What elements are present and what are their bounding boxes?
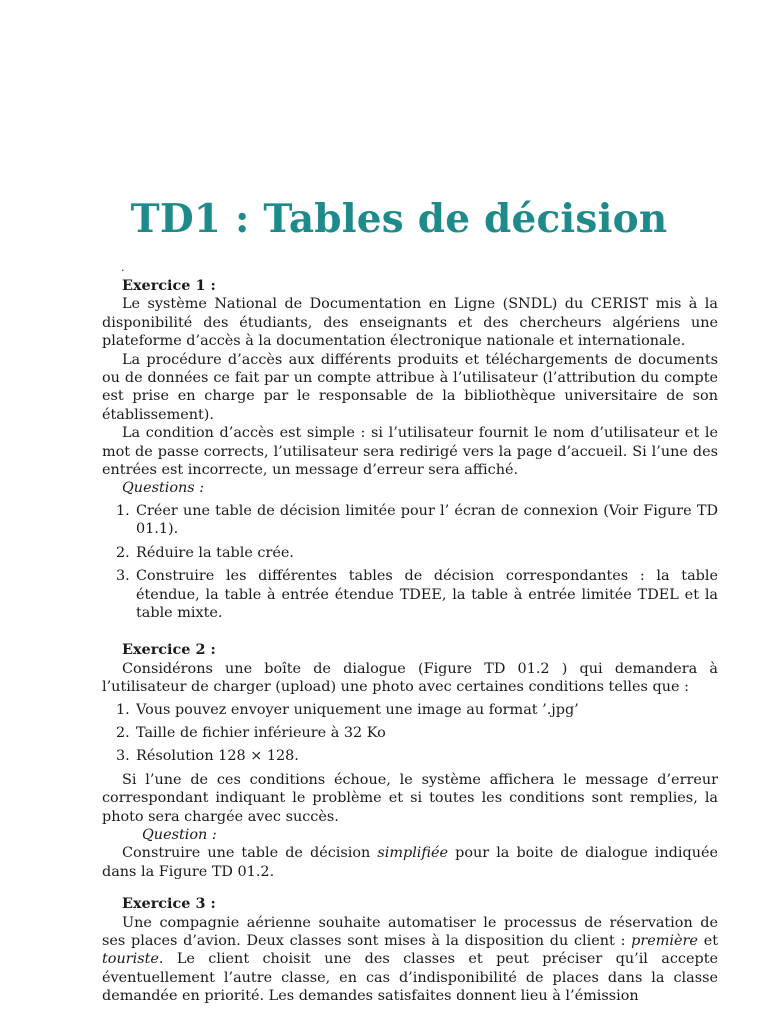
list-item [102, 502, 718, 539]
list-item [102, 701, 718, 719]
list-item-number: 3. [116, 568, 130, 585]
list-item [102, 567, 718, 622]
exercise-3-text-c: . Le client choisit une des classes et peut préciser qu’il accepte éventuellement l’autre classe, en cas d’indisponibilité de places dans la classe demandée en priorité. Les demandes satisfaites donnent lieu à l’émission [102, 951, 718, 1005]
exercise-1-paragraph-1: Le système National de Documentation en Ligne (SNDL) du CERIST mis à la disponibilité des étudiants, des enseignants et des chercheurs algériens une plateforme d’accès à la documentation électronique nationale et internationale. [102, 296, 718, 350]
stray-dot: . [121, 261, 125, 274]
exercise-1-heading: Exercice 1 : [122, 277, 216, 294]
list-item-number: 1. [116, 502, 130, 519]
list-item-text: Réduire la table crée. [136, 544, 294, 561]
exercise-1-question-list [102, 502, 718, 622]
exercise-2-question-text [102, 844, 718, 881]
question-emphasis: simplifiée [377, 845, 449, 862]
list-item-text: Construire les différentes tables de décision correspondantes : la table étendue, la table à entrée étendue TDEE, la table à entrée limitée TDEL et la table mixte. [136, 568, 718, 621]
exercise-2-heading: Exercice 2 : [122, 641, 216, 659]
class-touriste: touriste [102, 951, 159, 968]
class-premiere: première [631, 933, 698, 949]
list-item-text: Taille de fichier inférieure à 32 Ko [136, 724, 386, 741]
list-item [102, 544, 718, 562]
document-body [102, 277, 718, 1006]
list-item-text: Vous pouvez envoyer uniquement une image au format ’.jpg’ [136, 701, 579, 718]
list-item-text: Résolution 128 × 128. [136, 748, 299, 765]
list-item-number: 2. [116, 724, 130, 741]
exercise-2-question-label: Question : [142, 826, 217, 843]
list-item-text: Créer une table de décision limitée pour l’ écran de connexion (Voir Figure TD 01.1). [136, 502, 718, 538]
exercise-2-paragraph-2: Si l’une de ces conditions échoue, le système affichera le message d’erreur correspondant indiquant le problème et si toutes les conditions sont remplies, la photo sera chargée avec succès. [102, 771, 718, 825]
exercise-1-paragraph-3: La condition d’accès est simple : si l’utilisateur fournit le nom d’utilisateur et le mot de passe corrects, l’utilisateur sera redirigé vers la page d’accueil. Si l’une des entrées est incorrecte, un message d’erreur sera affiché. [102, 425, 718, 479]
exercise-2-condition-list [102, 701, 718, 766]
page-title: TD1 : Tables de décision [130, 196, 668, 242]
exercise-3-heading: Exercice 3 : [122, 895, 216, 913]
exercise-1-questions-label: Questions : [122, 480, 205, 497]
exercise-3-text-b: et [697, 933, 718, 949]
list-item-number: 2. [116, 544, 130, 561]
question-text-start: Construire une table de décision [122, 845, 378, 862]
exercise-2-paragraph-1: Considérons une boîte de dialogue (Figure TD 01.2 ) qui demandera à l’utilisateur de charger (upload) une photo avec certaines conditions telles que : [102, 660, 718, 696]
list-item [102, 724, 718, 742]
exercise-3-text-a: Une compagnie aérienne souhaite automatiser le processus de réservation de ses places d’avion. Deux classes sont mises à la disposition du client : [102, 914, 718, 949]
section-gap [102, 881, 718, 895]
list-item-number: 3. [116, 748, 130, 765]
list-item [102, 747, 718, 765]
section-gap [102, 627, 718, 641]
list-item-number: 1. [116, 701, 130, 718]
exercise-1-paragraph-2: La procédure d’accès aux différents produits et téléchargements de documents ou de données ce fait par un compte attribue à l’utilisateur (l’attribution du compte est prise en charge par le responsable de la bibliothèque universitaire de son établissement). [102, 351, 718, 423]
exercise-3-paragraph-1 [102, 914, 718, 1006]
question-text-end: pour la boite de dialogue indiquée dans la Figure TD 01.2. [102, 845, 718, 880]
